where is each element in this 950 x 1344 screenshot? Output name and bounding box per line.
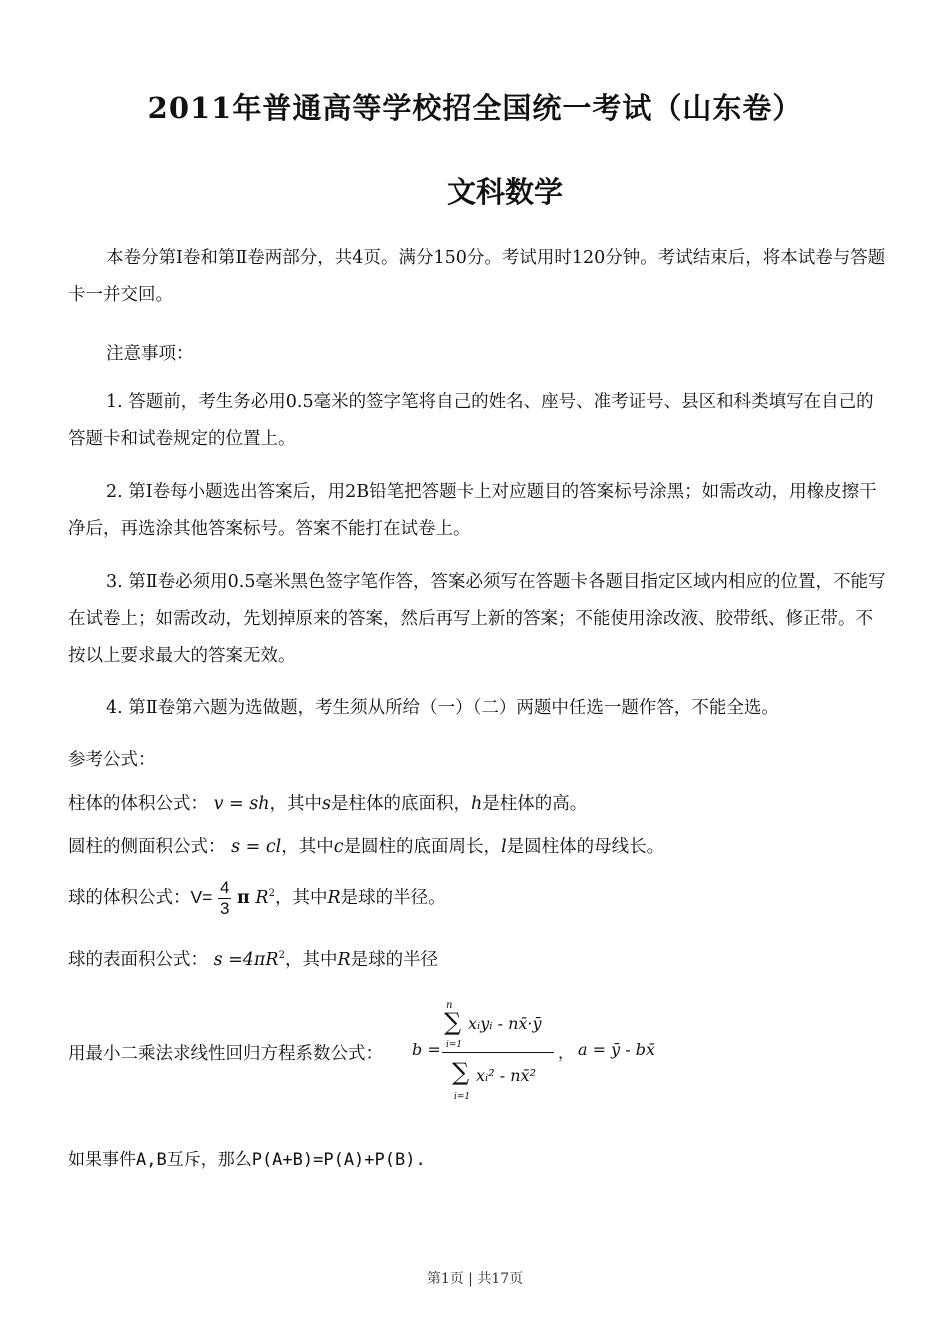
formula-desc: 是球的半径 — [350, 950, 439, 970]
fraction-denominator: 3 — [219, 899, 230, 918]
notice-4: 4. 第Ⅱ卷第六题为选做题，考生须从所给（一）（二）两题中任选一题作答，不能全选。 — [106, 698, 779, 718]
formula-var: R — [255, 888, 269, 908]
formula-expr: s = cl — [231, 837, 282, 857]
fraction — [218, 878, 231, 919]
notice-1: 1. 答题前，考生务必用0.5毫米的签字笔将自己的姓名、座号、准考证号、县区和科类填写在自己的答题卡和试卷规定的位置上。 — [68, 392, 874, 449]
formula-expr: v = sh — [213, 794, 270, 814]
regression-formula — [412, 1000, 672, 1110]
notice-heading: 注意事项： — [106, 344, 194, 364]
fraction-bar — [442, 1052, 554, 1053]
formula-heading: 参考公式： — [68, 750, 156, 770]
formula-var: R — [327, 888, 341, 908]
formula-sep: ，其中 — [281, 837, 334, 857]
formula-cylinder-volume — [68, 790, 587, 815]
formula-var: h — [471, 794, 483, 814]
formula-cylinder-lateral — [68, 833, 664, 858]
sum-bottom: i=1 — [454, 1092, 471, 1102]
formula-desc: 是球的半径。 — [340, 888, 446, 908]
notice-3: 3. 第Ⅱ卷必须用0.5毫米黑色签字笔作答，答案必须写在答题卡各题目指定区域内相应的位置，不能写在试卷上；如需改动，先划掉原来的答案，然后再写上新的答案；不能使用涂改液、胶带纸、修正带。不按以上要求最大的答案无效。 — [68, 572, 886, 666]
page-footer: 第1页 | 共17页 — [426, 1271, 524, 1287]
notice-2: 2. 第Ⅰ卷每小题选出答案后，用2B铅笔把答题卡上对应题目的答案标号涂黑；如需改动，用橡皮擦干净后，再选涂其他答案标号。答案不能打在试卷上。 — [68, 482, 877, 539]
formula-sphere-volume — [68, 878, 446, 919]
mutually-exclusive-formula: 如果事件A,B互斥，那么P(A+B)=P(A)+P(B). — [68, 1150, 426, 1170]
formula-label: 球的表面积公式： — [68, 950, 208, 970]
formula-var: c — [333, 837, 344, 857]
formula-desc: 是圆柱的底面周长， — [343, 837, 502, 857]
formula-sphere-surface — [68, 946, 438, 971]
formula-sep: ，其中 — [284, 950, 338, 970]
intro-paragraph: 本卷分第Ⅰ卷和第Ⅱ卷两部分，共4页。满分150分。考试用时120分钟。考试结束后，将本试卷与答题卡一并交回。 — [68, 248, 886, 305]
fraction-numerator: 4 — [219, 878, 230, 897]
comma: ， — [558, 1043, 575, 1062]
formula-prefix: V= — [190, 887, 213, 907]
numerator-expr: xᵢyᵢ - nx̄·ȳ — [468, 1014, 542, 1033]
formula-desc: 是圆柱体的母线长。 — [506, 837, 665, 857]
formula-var: R — [337, 950, 351, 970]
formula-prefix: s =4π — [213, 950, 266, 970]
regression-label: 用最小二乘法求线性回归方程系数公式： — [68, 1044, 383, 1064]
page-title: 2011年普通高等学校招全国统一考试（山东卷） — [147, 91, 803, 125]
formula-sep: ，其中 — [269, 794, 323, 814]
formula-a: a = ȳ - bx̄ — [578, 1040, 655, 1059]
formula-label: 圆柱的侧面积公式： — [68, 837, 226, 857]
formula-sep: ，其中 — [274, 888, 328, 908]
sum-bottom: i=1 — [446, 1040, 463, 1050]
exponent: 2 — [278, 950, 285, 962]
formula-b: b = — [412, 1040, 441, 1059]
formula-var: R — [265, 950, 279, 970]
formula-label: 球的体积公式： — [68, 888, 191, 908]
sum-icon: ∑ — [452, 1058, 470, 1086]
page-subtitle: 文科数学 — [446, 175, 563, 209]
formula-var: l — [501, 837, 507, 857]
sum-icon: ∑ — [444, 1008, 462, 1036]
sum-top: n — [446, 1000, 453, 1011]
denominator-expr: xᵢ² - nx̄² — [476, 1066, 536, 1085]
pi-symbol: π — [237, 888, 250, 908]
formula-var: s — [322, 794, 331, 814]
formula-desc: 是柱体的底面积， — [331, 794, 471, 814]
formula-label: 柱体的体积公式： — [68, 794, 208, 814]
exponent: 2 — [268, 888, 275, 900]
formula-desc: 是柱体的高。 — [482, 794, 588, 814]
